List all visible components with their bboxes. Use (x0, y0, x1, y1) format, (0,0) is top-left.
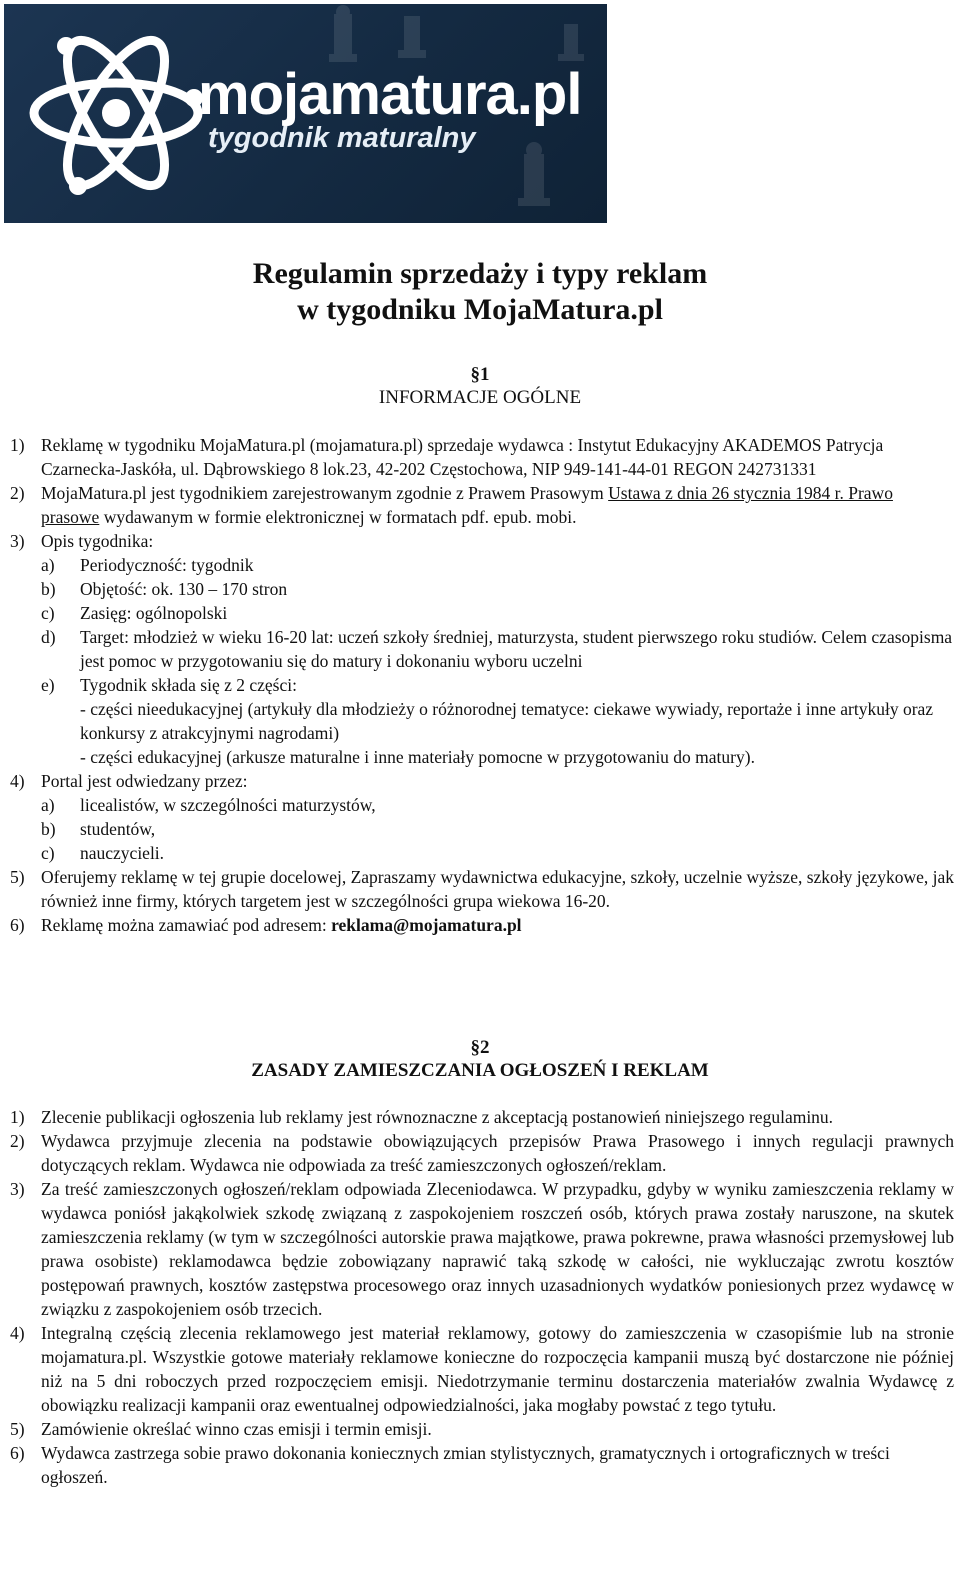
sub-text: licealistów, w szczególności maturzystów, (80, 795, 376, 815)
sub-item (41, 577, 954, 601)
sub-item (41, 625, 954, 673)
contact-email[interactable]: reklama@mojamatura.pl (331, 915, 522, 935)
law-link[interactable]: Ustawa z dnia 26 stycznia 1984 r. Prawo prasowe (41, 483, 893, 527)
sub-label: a) (41, 795, 55, 815)
section-2-number: §2 (470, 1037, 490, 1058)
sub-item (41, 553, 954, 577)
sub-text: Tygodnik składa się z 2 części: (80, 675, 297, 695)
sub-item (41, 793, 954, 817)
sub-label: d) (41, 627, 56, 647)
item-text: Opis tygodnika: (41, 531, 154, 551)
sub-item (41, 817, 954, 841)
sub-item (41, 841, 954, 865)
item-text: Portal jest odwiedzany przez: (41, 771, 248, 791)
list-item (10, 529, 954, 769)
item-text: Wydawca zastrzega sobie prawo dokonania koniecznych zmian stylistycznych, gramatycznych i ortograficznych w treści ogłoszeń. (41, 1443, 890, 1487)
list-item (10, 865, 954, 913)
section-1-number: §1 (470, 364, 490, 385)
item-number: 1) (10, 1107, 25, 1127)
item-number: 2) (10, 1131, 25, 1151)
header-banner (4, 4, 607, 223)
item-number: 6) (10, 1443, 25, 1463)
brand-tagline: tygodnik maturalny (208, 122, 476, 154)
brand-name: mojamatura.pl (198, 62, 582, 127)
sub-text: Objętość: ok. 130 – 170 stron (80, 579, 288, 599)
list-item (10, 1441, 954, 1489)
sub-text: Zasięg: ogólnopolski (80, 603, 228, 623)
item-number: 2) (10, 483, 25, 503)
section-2-list (10, 1105, 954, 1489)
sub-text: Periodyczność: tygodnik (80, 555, 254, 575)
item-text: Reklamę w tygodniku MojaMatura.pl (mojamatura.pl) sprzedaje wydawca : Instytut Edukacyjny AKADEMOS Patrycja Czarnecka-Jaskóła, ul. Dąbrowskiego 8 lok.23, 42-202 Częstochowa, NIP 949-141-44-01 REGON 242731331 (41, 435, 884, 479)
item-text: wydawanym w formie elektronicznej w formatach pdf. epub. mobi. (99, 507, 577, 527)
list-item (10, 913, 954, 937)
section-1-heading: INFORMACJE OGÓLNE (378, 387, 582, 408)
item-number: 3) (10, 1179, 25, 1199)
item-text: Zamówienie określać winno czas emisji i termin emisji. (41, 1419, 432, 1439)
item-text: Zlecenie publikacji ogłoszenia lub reklamy jest równoznaczne z akceptacją postanowień niniejszego regulaminu. (41, 1107, 834, 1127)
list-item (10, 481, 954, 529)
sub-text: Target: młodzież w wieku 16-20 lat: uczeń szkoły średniej, maturzysta, student pierwszego roku studiów. Celem czasopisma jest pomoc w przygotowaniu się do matury i dokonaniu wyboru uczelni (80, 627, 953, 671)
section-1-list (10, 433, 954, 937)
title-line-2: w tygodniku MojaMatura.pl (297, 293, 663, 326)
item-number: 5) (10, 867, 25, 887)
sub-text: studentów, (80, 819, 156, 839)
list-item (10, 1417, 954, 1441)
item-text: Wydawca przyjmuje zlecenia na podstawie obowiązujących przepisów Prawa Prasowego i innych regulacji prawnych dotyczących reklam. Wydawca nie odpowiada za treść zamieszczonych ogłoszeń/reklam. (41, 1131, 954, 1175)
item-text: Reklamę można zamawiać pod adresem: (41, 915, 332, 935)
dash-line: - części nieedukacyjnej (artykuły dla młodzieży o różnorodnej tematyce: ciekawe wywiady, reportaże i inne artykuły oraz konkursy z atrakcyjnymi nagrodami) (80, 699, 934, 743)
sub-text: nauczycieli. (80, 843, 165, 863)
sub-label: b) (41, 819, 56, 839)
item-text: Integralną częścią zlecenia reklamowego jest materiał reklamowy, gotowy do zamieszczenia w czasopiśmie lub na stronie mojamatura.pl. Wszystkie gotowe materiały reklamowe konieczne do rozpoczęcia kampanii muszą być dostarczone nie później niż na 5 dni roboczych przed rozpoczęciem emisji. Niedotrzymanie terminu dostarczenia materiałów zwalnia Wydawcę z obowiązku realizacji kampanii oraz ewentualnej odpowiedzialności, jaka mogłaby powstać z tego tytułu. (41, 1323, 954, 1415)
document-title (0, 256, 960, 328)
list-item (10, 1321, 954, 1417)
sub-label: a) (41, 555, 55, 575)
item-text: Oferujemy reklamę w tej grupie docelowej, Zapraszamy wydawnictwa edukacyjne, szkoły, uczelnie wyższe, szkoły językowe, jak również inne firmy, których targetem jest w szczególności grupa wiekowa 16-20. (41, 867, 954, 911)
item-number: 1) (10, 435, 25, 455)
item-number: 3) (10, 531, 25, 551)
list-item (10, 769, 954, 865)
list-item (10, 1177, 954, 1321)
item-number: 4) (10, 771, 25, 791)
sub-label: c) (41, 843, 55, 863)
atom-logo-icon (26, 18, 206, 208)
dash-line: - części edukacyjnej (arkusze maturalne i inne materiały pomocne w przygotowaniu do matury). (80, 747, 755, 767)
item-number: 4) (10, 1323, 25, 1343)
item-number: 5) (10, 1419, 25, 1439)
item-text: Za treść zamieszczonych ogłoszeń/reklam odpowiada Zleceniodawca. W przypadku, gdyby w wyniku zamieszczenia reklamy w wydawca poniósł jakąkolwiek szkodę związaną z zaspokojeniem roszczeń osób, których prawa zostały naruszone, na skutek zamieszczenia reklamy (w tym w szczególności autorskie prawa majątkowe, prawa pokrewne, prawa własności przemysłowej lub prawa osobiste) reklamodawca będzie zobowiązany naprawić taką szkodę w całości, nie wykluczając zwrotu kosztów postępowań prawnych, kosztów zastępstwa procesowego oraz innych uzasadnionych wydatków poniesionych przez wydawcę w związku z zaspokojeniem osób trzecich. (41, 1179, 954, 1319)
sub-label: e) (41, 675, 55, 695)
sub-item (41, 601, 954, 625)
list-item (10, 1105, 954, 1129)
item-number: 6) (10, 915, 25, 935)
title-line-1: Regulamin sprzedaży i typy reklam (252, 257, 708, 290)
sub-item (41, 673, 954, 769)
list-item (10, 433, 954, 481)
section-2-heading: ZASADY ZAMIESZCZANIA OGŁOSZEŃ I REKLAM (251, 1060, 709, 1081)
item-text: MojaMatura.pl jest tygodnikiem zarejestrowanym zgodnie z Prawem Prasowym (41, 483, 609, 503)
sub-label: b) (41, 579, 56, 599)
list-item (10, 1129, 954, 1177)
sub-label: c) (41, 603, 55, 623)
